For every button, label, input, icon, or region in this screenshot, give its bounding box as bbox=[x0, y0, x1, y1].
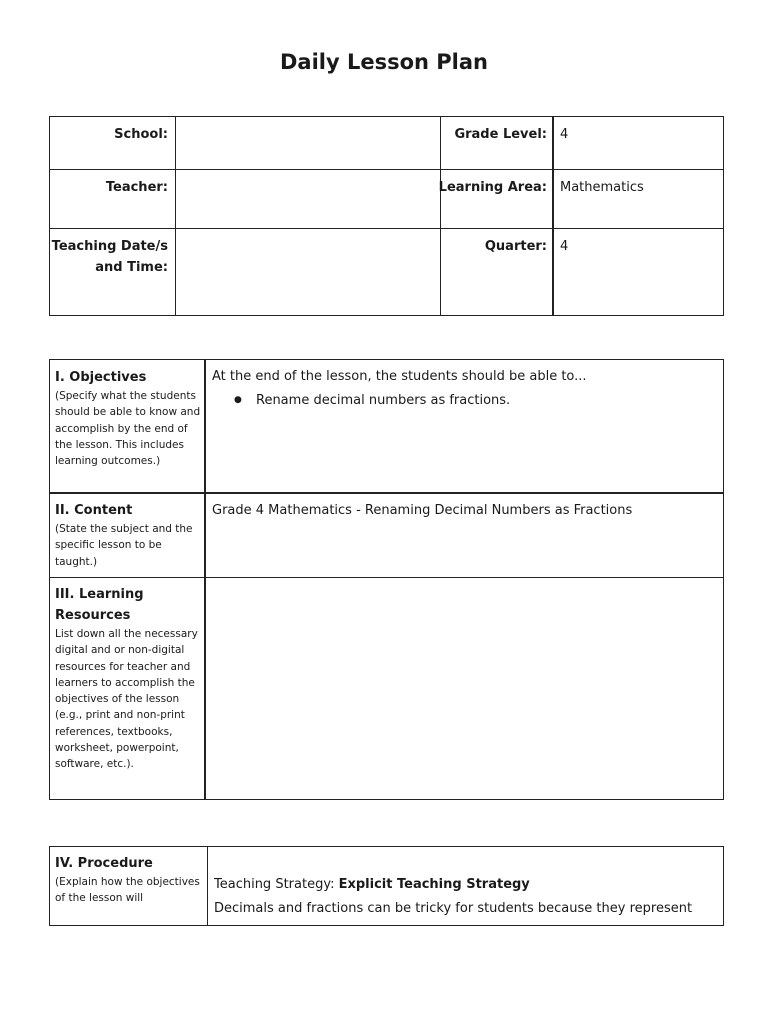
objectives-title: I. Objectives bbox=[55, 370, 147, 385]
procedure-title: IV. Procedure bbox=[55, 856, 153, 871]
procedure-label-cell bbox=[55, 853, 205, 907]
content-label-cell bbox=[55, 500, 201, 570]
teaching-strategy-label: Teaching Strategy: bbox=[214, 877, 339, 892]
content-title: II. Content bbox=[55, 503, 133, 518]
resources-note: List down all the necessary digital and or non-digital resources for teacher and learners to accomplish the objectives of the lesson (e.g., print and non-print references, textbooks, worksheet, powerpoint, software, etc.). bbox=[55, 628, 198, 771]
school-label: School: bbox=[114, 127, 168, 142]
quarter-value[interactable]: 4 bbox=[560, 239, 569, 254]
objectives-note: (Specify what the students should be able to know and accomplish by the end of the lesson. This includes learning outcomes.) bbox=[55, 390, 201, 468]
procedure-note: (Explain how the objectives of the lesson will bbox=[55, 876, 200, 905]
objectives-label-cell bbox=[55, 367, 201, 469]
teaching-strategy-value: Explicit Teaching Strategy bbox=[338, 877, 530, 892]
grade-level-value[interactable]: 4 bbox=[560, 127, 569, 142]
quarter-label: Quarter: bbox=[484, 239, 547, 254]
resources-text[interactable] bbox=[212, 586, 717, 786]
teaching-date-label: Teaching Date/s and Time: bbox=[51, 239, 168, 275]
page-title: Daily Lesson Plan bbox=[279, 50, 489, 74]
learning-area-label: Learning Area: bbox=[438, 180, 547, 195]
objectives-bullet-text: Rename decimal numbers as fractions. bbox=[256, 393, 511, 408]
resources-label-cell bbox=[55, 584, 201, 773]
content-text: Grade 4 Mathematics - Renaming Decimal Numbers as Fractions bbox=[212, 503, 633, 518]
bullet-icon: ● bbox=[234, 395, 242, 405]
grade-level-label: Grade Level: bbox=[454, 127, 547, 142]
procedure-text: Decimals and fractions can be tricky for students because they represent bbox=[214, 901, 693, 916]
teaching-date-value[interactable] bbox=[182, 236, 432, 257]
learning-area-value[interactable]: Mathematics bbox=[560, 180, 644, 195]
content-note: (State the subject and the specific lesson to be taught.) bbox=[55, 523, 193, 568]
objectives-intro: At the end of the lesson, the students should be able to... bbox=[212, 369, 587, 384]
teacher-value[interactable] bbox=[182, 177, 432, 198]
resources-title: III. Learning Resources bbox=[55, 587, 144, 623]
teacher-label: Teacher: bbox=[105, 180, 168, 195]
school-value[interactable] bbox=[182, 124, 432, 145]
teaching-strategy-line bbox=[214, 874, 719, 895]
